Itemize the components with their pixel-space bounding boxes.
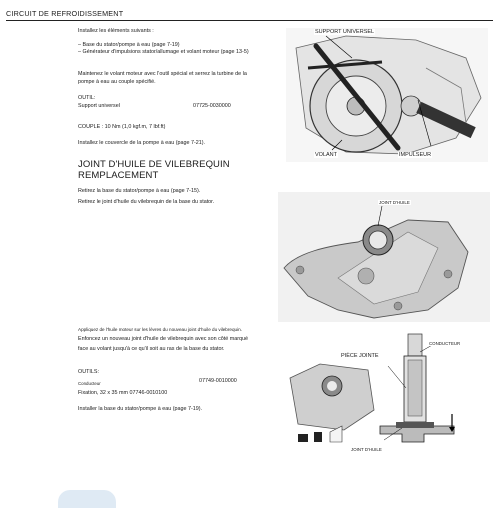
impulseur-label: IMPULSEUR	[399, 152, 432, 158]
install-item-1: – Base du stator/pompe à eau (page 7-19)	[78, 42, 180, 48]
tools-heading: OUTILS:	[78, 369, 99, 375]
joint-title-1: JOINT D'HUILE DE VILEBREQUIN	[78, 159, 230, 170]
piece-jointe-label: PIÈCE JOINTE	[341, 353, 379, 359]
joint-label-fig3: JOINT D'HUILE	[351, 447, 382, 452]
install-intro: Installez les éléments suivants :	[78, 28, 154, 34]
tool1-name: Conducteur	[78, 381, 101, 386]
section-title: CIRCUIT DE REFROIDISSEMENT	[6, 9, 124, 18]
install-item-2: – Générateur d'impulsions stator/allumage et volant moteur (page 13-5)	[78, 49, 249, 55]
tool-name: Support universel	[78, 103, 120, 109]
tool-number: 07725-0030000	[193, 103, 231, 109]
joint-label-fig2: JOINT D'HUILE	[379, 200, 410, 205]
apply-text-2: Enfoncez un nouveau joint d'huile de vilebrequin avec son côté marqué	[78, 336, 249, 342]
tool2-spec: Fixation, 32 x 35 mm 07746-0010100	[78, 390, 168, 396]
watermark-decoration	[58, 490, 116, 508]
hold-text-1: Maintenez le volant moteur avec l'outil spécial et serrez la turbine de la	[78, 71, 247, 77]
volant-label: VOLANT	[315, 152, 338, 158]
hold-text-2: pompe à eau au couple spécifié.	[78, 79, 156, 85]
joint-step-1: Retirez la base du stator/pompe à eau (page 7-15).	[78, 188, 201, 194]
final-instruction: Installer la base du stator/pompe à eau (page 7-19).	[78, 406, 203, 412]
joint-step-2: Retirez le joint d'huile du vilebrequin de la base du stator.	[78, 199, 215, 205]
apply-text-3: face au volant jusqu'à ce qu'il soit au ras de la base du stator.	[78, 346, 225, 352]
torque-spec: COUPLE : 10 Nm (1,0 kgf.m, 7 lbf.ft)	[78, 124, 166, 130]
support-label: SUPPORT UNIVERSEL	[315, 29, 375, 35]
cover-instruction: Installez le couvercle de la pompe à eau (page 7-21).	[78, 140, 206, 146]
tool-heading: OUTIL:	[78, 95, 96, 101]
seal-driver-figure	[284, 330, 490, 458]
stator-base-figure	[278, 192, 490, 322]
page-header	[6, 6, 493, 21]
joint-title-2: REMPLACEMENT	[78, 170, 159, 181]
conducteur-label: CONDUCTEUR	[429, 341, 461, 346]
apply-text-1: Appliquez de l'huile moteur sur les lèvres du nouveau joint d'huile du vilebrequin.	[78, 327, 242, 332]
tool1-number: 07749-0010000	[199, 378, 237, 384]
flywheel-holder-figure	[286, 28, 488, 162]
